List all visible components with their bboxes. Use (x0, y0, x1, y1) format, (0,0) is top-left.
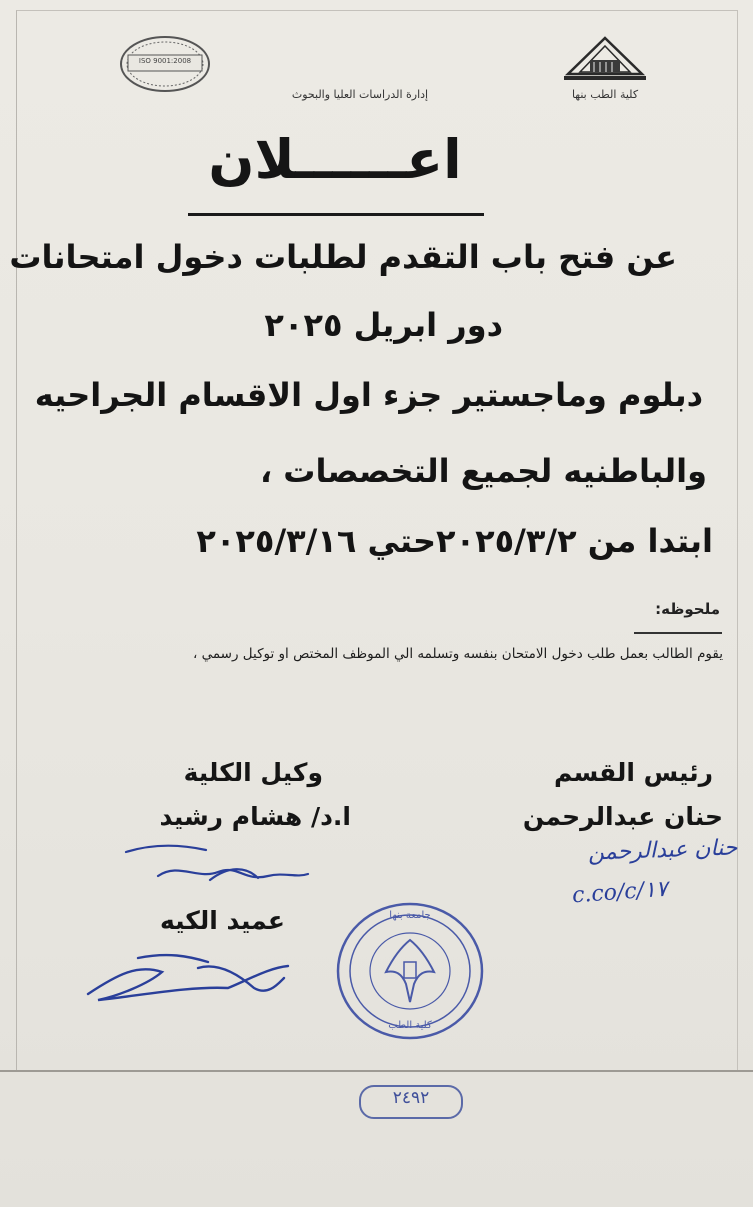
dean-signature-icon (78, 944, 298, 1006)
faculty-name: كلية الطب بنها (571, 88, 639, 101)
department-head-handwritten-name: حنان عبدالرحمن (587, 835, 738, 866)
seal-top-text: جامعة بنها (389, 910, 431, 921)
faculty-logo-icon (560, 34, 650, 86)
body-line-4: والباطنيه لجميع التخصصات ، (260, 452, 707, 490)
department-head-handwritten-date: c.co/c/١٧ (571, 876, 669, 909)
note-text: يقوم الطالب بعمل طلب دخول الامتحان بنفسه وتسلمه الي الموظف المختص او توكيل رسمي ، (192, 646, 723, 662)
vice-dean-signature-icon (118, 836, 318, 896)
registration-stamp-number: ٢٤٩٢ (392, 1088, 430, 1108)
body-line-1: عن فتح باب التقدم لطلبات دخول امتحانات (9, 238, 677, 276)
seal-bottom-text: كلية الطب (388, 1020, 432, 1031)
body-line-2: دور ابريل ٢٠٢٥ (264, 306, 503, 344)
iso-seal-text: ISO 9001:2008 (138, 57, 192, 65)
body-line-5-dates: ابتدا من ٢٠٢٥/٣/٢حتي ٢٠٢٥/٣/١٦ (196, 522, 713, 560)
vice-dean-name: ا.د/ هشام رشيد (159, 802, 351, 831)
department-head-title: رئيس القسم (553, 758, 713, 787)
department-name: إدارة الدراسات العليا والبحوث (291, 88, 429, 101)
note-underline (634, 632, 722, 634)
title-underline (188, 213, 484, 216)
announcement-title: اعــــــلان (208, 128, 462, 191)
bottom-rule (0, 1070, 753, 1072)
body-line-3: دبلوم وماجستير جزء اول الاقسام الجراحيه (34, 376, 703, 414)
dean-title: عميد الكيه (159, 906, 285, 935)
department-head-name: حنان عبدالرحمن (522, 802, 723, 831)
note-label: ملحوظه: (655, 600, 720, 618)
vice-dean-title: وكيل الكلية (183, 758, 323, 787)
